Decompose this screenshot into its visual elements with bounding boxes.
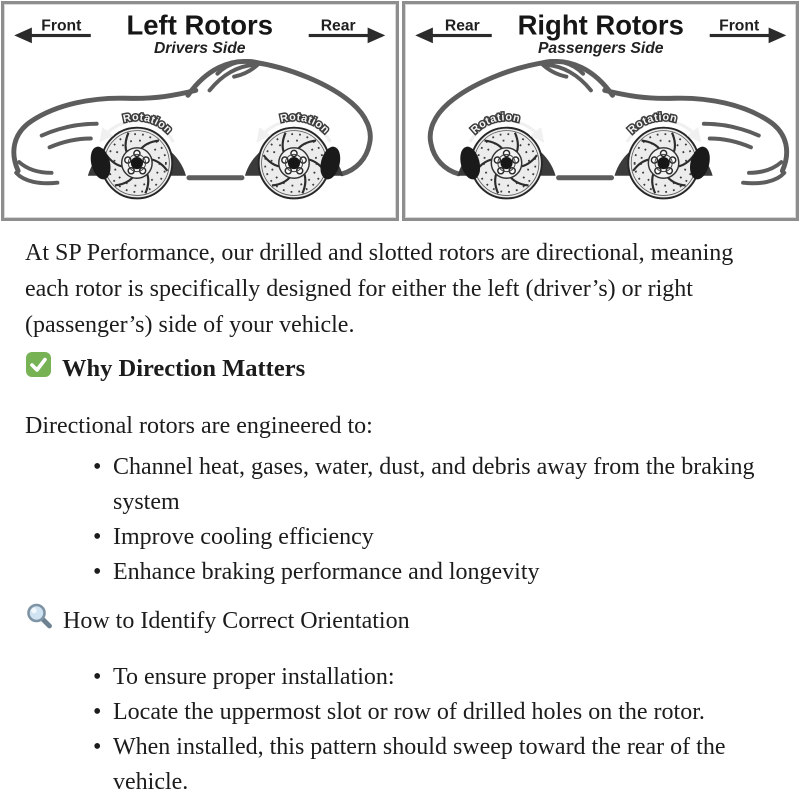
magnifying-glass-emoji (25, 602, 54, 640)
list-item: • Enhance braking performance and longevity (113, 555, 760, 590)
panel-direction-label: Rear (320, 17, 356, 35)
panel-title: Right Rotors (517, 9, 684, 41)
panel-subtitle: Passengers Side (537, 40, 664, 58)
rotation-label: Rotation (625, 111, 679, 137)
list-item: • Channel heat, gases, water, dust, and debris away from the braking system (113, 450, 760, 520)
list-item: • Improve cooling efficiency (113, 520, 760, 555)
section-heading-direction (25, 351, 760, 386)
rotation-label: Rotation (468, 111, 521, 137)
list-item: • Locate the uppermost slot or row of drilled holes on the rotor. (113, 695, 760, 730)
left-rotors-illustration (4, 4, 396, 218)
panel-title: Left Rotors (126, 9, 273, 41)
heading-text: Why Direction Matters (62, 354, 306, 382)
check-mark-emoji (25, 351, 52, 386)
lead-paragraph: Directional rotors are engineered to: (25, 413, 373, 439)
orientation-steps-list (25, 660, 760, 800)
panel-direction-label: Front (718, 17, 759, 35)
list-item: • When installed, this pattern should sweep toward the rear of the vehicle. (113, 730, 760, 800)
panel-direction-label: Front (41, 17, 82, 35)
right-rotors-panel (402, 1, 800, 221)
right-rotors-illustration (405, 4, 797, 218)
panel-direction-label: Rear (444, 17, 480, 35)
section-heading-orientation (25, 602, 760, 640)
rotor-direction-diagram (0, 0, 800, 222)
direction-benefits-list (25, 450, 760, 590)
rotation-label: Rotation (279, 111, 332, 137)
article-body (0, 235, 800, 800)
heading-text: How to Identify Correct Orientation (63, 608, 410, 634)
rotation-label: Rotation (122, 111, 175, 137)
list-item: • To ensure proper installation: (113, 660, 760, 695)
left-rotors-panel (1, 1, 399, 221)
intro-paragraph: At SP Performance, our drilled and slotted rotors are directional, meaning each rotor is specifically designed for either the left (driver’s) or right (passenger’s) side of your vehicle. (25, 240, 734, 338)
panel-subtitle: Drivers Side (153, 40, 246, 58)
